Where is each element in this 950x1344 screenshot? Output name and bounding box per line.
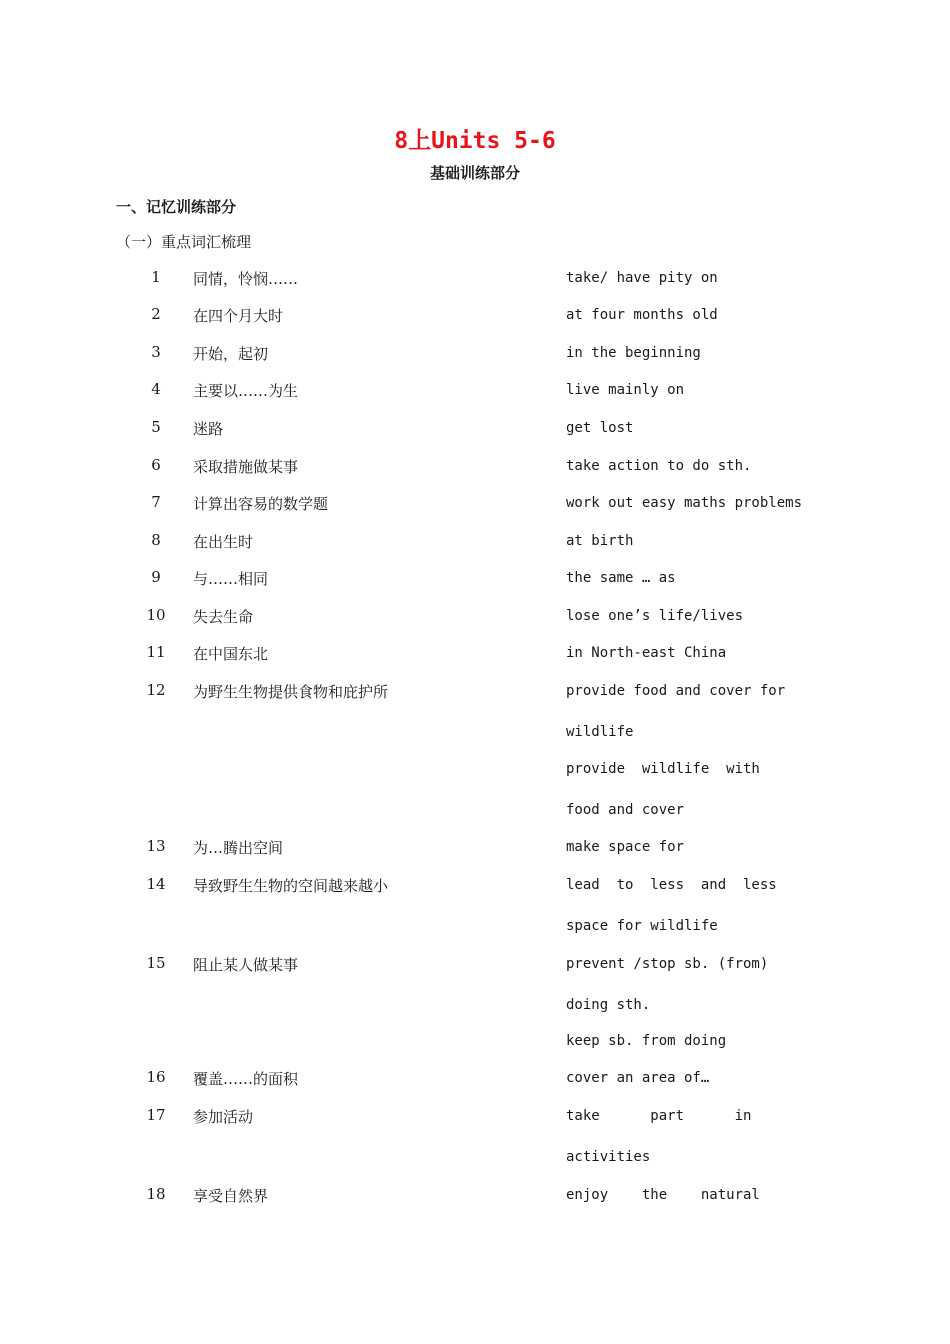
item-chinese: 覆盖……的面积 bbox=[193, 1070, 299, 1088]
item-chinese: 同情，怜悯…… bbox=[193, 270, 299, 288]
item-chinese: 在出生时 bbox=[193, 533, 254, 551]
item-number: 14 bbox=[146, 875, 166, 893]
item-chinese: 计算出容易的数学题 bbox=[193, 495, 329, 513]
item-number: 11 bbox=[146, 643, 166, 661]
item-english: doing sth. bbox=[566, 997, 651, 1013]
item-english: take action to do sth. bbox=[566, 458, 752, 474]
item-chinese: 在四个月大时 bbox=[193, 307, 284, 325]
item-english: provide food and cover for bbox=[566, 683, 786, 699]
item-chinese: 采取措施做某事 bbox=[193, 458, 299, 476]
item-chinese: 在中国东北 bbox=[193, 645, 269, 663]
item-english: at birth bbox=[566, 533, 634, 549]
item-number: 9 bbox=[151, 568, 161, 586]
item-english: get lost bbox=[566, 420, 634, 436]
subsection-heading: （一）重点词汇梳理 bbox=[116, 233, 252, 251]
item-english: wildlife bbox=[566, 724, 634, 740]
item-chinese: 主要以……为生 bbox=[193, 382, 299, 400]
item-english: lead to less and less bbox=[566, 877, 777, 893]
page-subtitle: 基础训练部分 bbox=[429, 164, 520, 182]
item-chinese: 失去生命 bbox=[193, 608, 254, 626]
page-title: 8上Units 5-6 bbox=[394, 128, 556, 154]
item-english: take/ have pity on bbox=[566, 270, 718, 286]
section-heading: 一、记忆训练部分 bbox=[116, 198, 237, 216]
item-number: 16 bbox=[146, 1068, 166, 1086]
item-english: space for wildlife bbox=[566, 918, 718, 934]
item-english: lose one’s life/lives bbox=[566, 608, 744, 624]
item-english: in North-east China bbox=[566, 645, 727, 661]
item-english: work out easy maths problems bbox=[566, 495, 803, 511]
item-number: 5 bbox=[151, 418, 161, 436]
item-english: take part in bbox=[566, 1108, 752, 1124]
item-chinese: 迷路 bbox=[193, 420, 224, 438]
item-english: food and cover bbox=[566, 802, 685, 818]
item-number: 12 bbox=[146, 681, 166, 699]
item-number: 4 bbox=[151, 380, 161, 398]
item-english: provide wildlife with bbox=[566, 761, 760, 777]
item-english: activities bbox=[566, 1149, 651, 1165]
item-number: 6 bbox=[151, 456, 161, 474]
item-english: in the beginning bbox=[566, 345, 701, 361]
item-number: 3 bbox=[151, 343, 161, 361]
item-chinese: 导致野生生物的空间越来越小 bbox=[193, 877, 389, 895]
item-number: 1 bbox=[151, 268, 161, 286]
item-number: 13 bbox=[146, 837, 166, 855]
item-chinese: 阻止某人做某事 bbox=[193, 956, 299, 974]
item-chinese: 与……相同 bbox=[193, 570, 269, 588]
item-chinese: 参加活动 bbox=[193, 1108, 254, 1126]
item-chinese: 享受自然界 bbox=[193, 1187, 269, 1205]
item-number: 10 bbox=[146, 606, 166, 624]
item-number: 7 bbox=[151, 493, 161, 511]
item-english: keep sb. from doing bbox=[566, 1033, 727, 1049]
item-english: enjoy the natural bbox=[566, 1187, 760, 1203]
item-english: prevent /stop sb. (from) bbox=[566, 956, 769, 972]
item-chinese: 为…腾出空间 bbox=[193, 839, 284, 857]
item-number: 18 bbox=[146, 1185, 166, 1203]
item-chinese: 开始，起初 bbox=[193, 345, 269, 363]
item-chinese: 为野生生物提供食物和庇护所 bbox=[193, 683, 389, 701]
item-number: 8 bbox=[151, 531, 161, 549]
item-english: at four months old bbox=[566, 307, 718, 323]
item-english: the same … as bbox=[566, 570, 676, 586]
item-english: cover an area of… bbox=[566, 1070, 710, 1086]
item-english: live mainly on bbox=[566, 382, 685, 398]
item-english: make space for bbox=[566, 839, 685, 855]
item-number: 15 bbox=[146, 954, 166, 972]
item-number: 17 bbox=[146, 1106, 166, 1124]
item-number: 2 bbox=[151, 305, 161, 323]
